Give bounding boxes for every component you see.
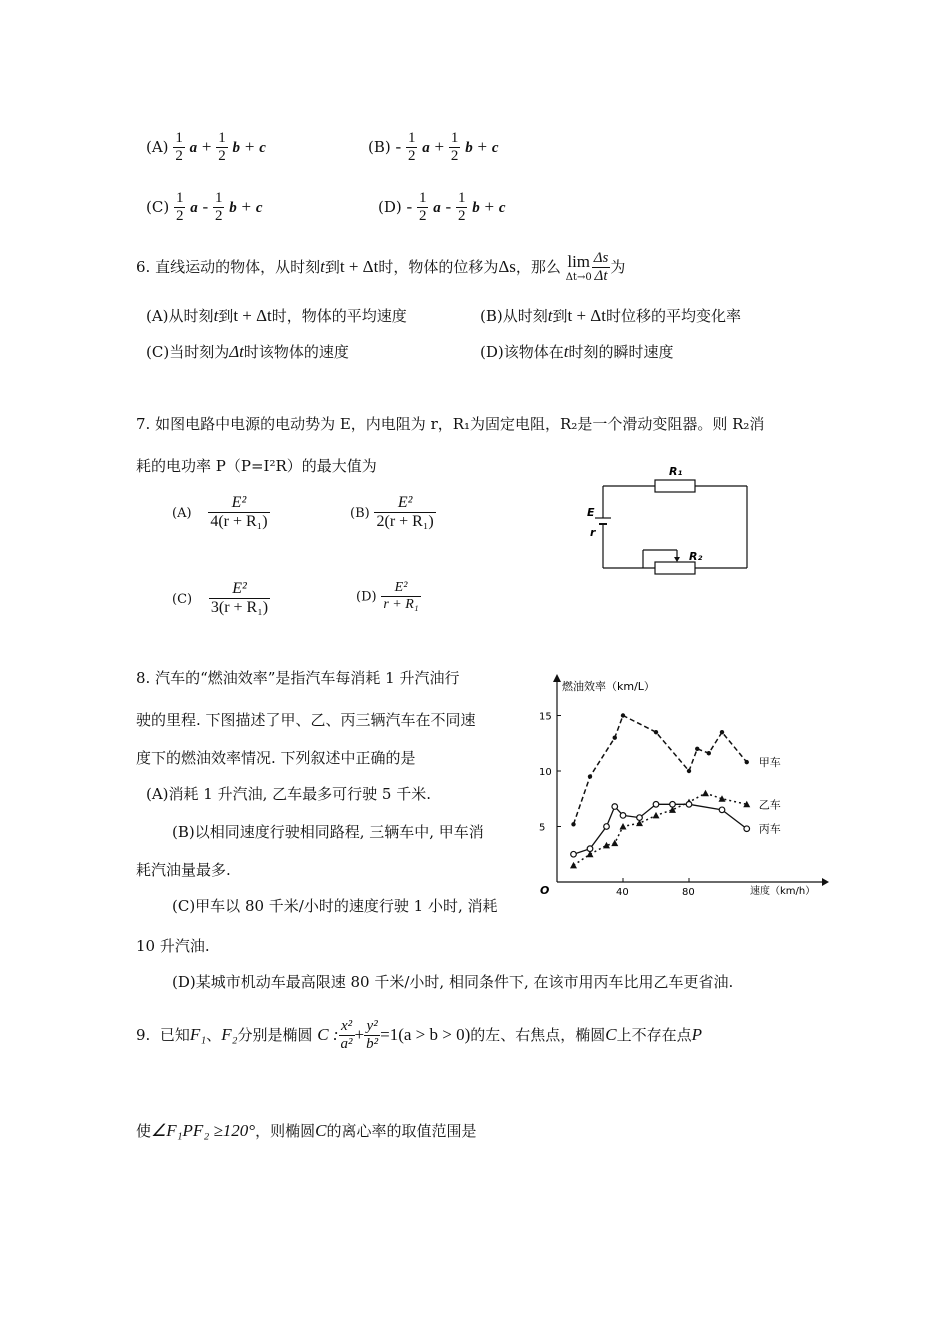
- y-tick-label: 15: [539, 711, 552, 723]
- q6-option-c[interactable]: (C)当时刻为Δt时该物体的速度: [146, 342, 349, 361]
- origin-label: O: [540, 884, 550, 897]
- data-point: [571, 851, 577, 857]
- series-label: 丙车: [758, 822, 781, 836]
- data-point: [613, 736, 617, 740]
- data-point: [587, 846, 593, 852]
- internal-resistance-label: r: [590, 526, 596, 539]
- option-label: (D): [378, 197, 402, 216]
- q6-option-b[interactable]: (B)从时刻t到t + Δt时位移的平均变化率: [480, 306, 741, 325]
- data-point: [637, 815, 643, 821]
- axes: [557, 682, 822, 882]
- data-point: [719, 807, 725, 813]
- data-point: [654, 730, 658, 734]
- data-point: [621, 713, 625, 717]
- x-axis-label: 速度（km/h）: [750, 886, 816, 897]
- data-point: [620, 813, 626, 819]
- data-point: [653, 802, 659, 808]
- x-tick-label: 40: [616, 887, 629, 898]
- data-point: [604, 824, 610, 830]
- q8-option-b[interactable]: (B)以相同速度行驶相同路程, 三辆车中, 甲车消: [172, 823, 484, 841]
- q7-option-c[interactable]: (C) $\frac{\text{E²}}{\text{3(r + R₁)}}$: [172, 580, 269, 617]
- q5-option-d[interactable]: (D) - $\frac{1}{2}$ a - $\frac{1}{2}$ b + c: [378, 190, 506, 225]
- q5-option-b[interactable]: (B) - $\frac{1}{2}$ a + $\frac{1}{2}$ b + c: [368, 130, 499, 165]
- q7-stem-line1: 7. 如图电路中电源的电动势为 E，内电阻为 r，R₁为固定电阻，R₂是一个滑动变阻器。则 R₂消: [136, 415, 765, 433]
- data-point: [571, 822, 575, 826]
- data-point: [686, 802, 692, 808]
- option-label: (A): [146, 137, 169, 156]
- data-point: [744, 826, 750, 832]
- y-tick-label: 10: [539, 767, 552, 778]
- data-point: [687, 769, 691, 773]
- q6-option-a[interactable]: (A)从时刻t到t + Δt时，物体的平均速度: [146, 306, 407, 325]
- series-label: 乙车: [758, 798, 781, 812]
- data-point: [670, 802, 676, 808]
- data-point: [612, 804, 618, 810]
- data-point: [702, 790, 709, 797]
- data-point: [588, 774, 592, 778]
- q8-option-a[interactable]: (A)消耗 1 升汽油, 乙车最多可行驶 5 千米.: [146, 785, 432, 803]
- q8-stem-line1: 8. 汽车的“燃油效率”是指汽车每消耗 1 升汽油行: [136, 669, 460, 687]
- y-tick-label: 5: [539, 822, 546, 834]
- data-point: [611, 840, 618, 847]
- fraction-half: $\frac{1}{2}$: [175, 130, 183, 165]
- fuel-efficiency-chart: [530, 672, 830, 902]
- q8-option-c-cont: 10 升汽油.: [136, 937, 210, 955]
- q5-option-a[interactable]: (A) $\frac{1}{2}$ a + $\frac{1}{2}$ b + c: [146, 130, 266, 165]
- q7-option-b[interactable]: (B) $\frac{\text{E²}}{\text{2(r + R₁)}}$: [350, 494, 434, 531]
- data-point: [720, 730, 724, 734]
- y-axis-label: 燃油效率（km/L）: [562, 680, 655, 693]
- x-tick-label: 80: [682, 887, 695, 898]
- data-point: [653, 812, 660, 819]
- ds-dt-fraction: $\frac{\Delta s}{\Delta t}$: [593, 250, 609, 285]
- x-axis-arrow: [822, 878, 829, 886]
- data-point: [620, 823, 627, 830]
- data-point: [695, 747, 699, 751]
- data-point: [745, 760, 749, 764]
- q7-option-d[interactable]: (D) $\frac{\text{E²}}{\text{r + R₁}}$: [356, 580, 419, 613]
- series-label: 甲车: [758, 756, 781, 770]
- q8-option-d[interactable]: (D)某城市机动车最高限速 80 千米/小时, 相同条件下, 在该市用丙车比用乙车更省油.: [172, 973, 734, 991]
- q8-option-c[interactable]: (C)甲车以 80 千米/小时的速度行驶 1 小时, 消耗: [172, 897, 498, 915]
- q7-option-a[interactable]: (A) $\frac{\text{E²}}{\text{4(r + R₁)}}$: [172, 494, 268, 531]
- circuit-diagram: [585, 460, 760, 580]
- q9-stem-line2: 使∠F₁PF₂ ≥120°，则椭圆C的离心率的取值范围是: [136, 1121, 477, 1140]
- data-point: [570, 862, 577, 869]
- data-point: [707, 751, 711, 755]
- q8-option-b-cont: 耗汽油量最多.: [136, 861, 231, 879]
- q6-option-d[interactable]: (D)该物体在t时刻的瞬时速度: [480, 342, 674, 361]
- q8-stem-line3: 度下的燃油效率情况. 下列叙述中正确的是: [136, 749, 416, 767]
- r2-label: R₂: [689, 550, 703, 563]
- q9-stem-line1: 9. 已知F₁、F₂分别是椭圆 C : $\frac{\text{x²}}{\text{a²}}$ + $\frac{\text{y²}}{\text{b²}}$ =1(a > b > 0)的左、右焦点，椭圆C上不存在点P: [136, 1018, 703, 1053]
- r1-label: R₁: [669, 465, 683, 478]
- q7-stem-line2: 耗的电功率 P（P=I²R）的最大值为: [136, 457, 377, 475]
- emf-label: E: [587, 506, 595, 519]
- option-label: (B): [368, 137, 391, 156]
- q5-option-c[interactable]: (C) $\frac{1}{2}$ a - $\frac{1}{2}$ b + c: [146, 190, 263, 225]
- q8-stem-line2: 驶的里程. 下图描述了甲、乙、丙三辆汽车在不同速: [136, 711, 476, 729]
- option-label: (C): [146, 197, 170, 216]
- q6-stem: 6. 直线运动的物体，从时刻t到t + Δt时，物体的位移为Δs，那么 lim Δt→0 $\frac{\Delta s}{\Delta t}$ 为: [136, 250, 626, 285]
- y-axis-arrow: [553, 674, 561, 682]
- limit-expression: lim Δt→0: [565, 251, 592, 283]
